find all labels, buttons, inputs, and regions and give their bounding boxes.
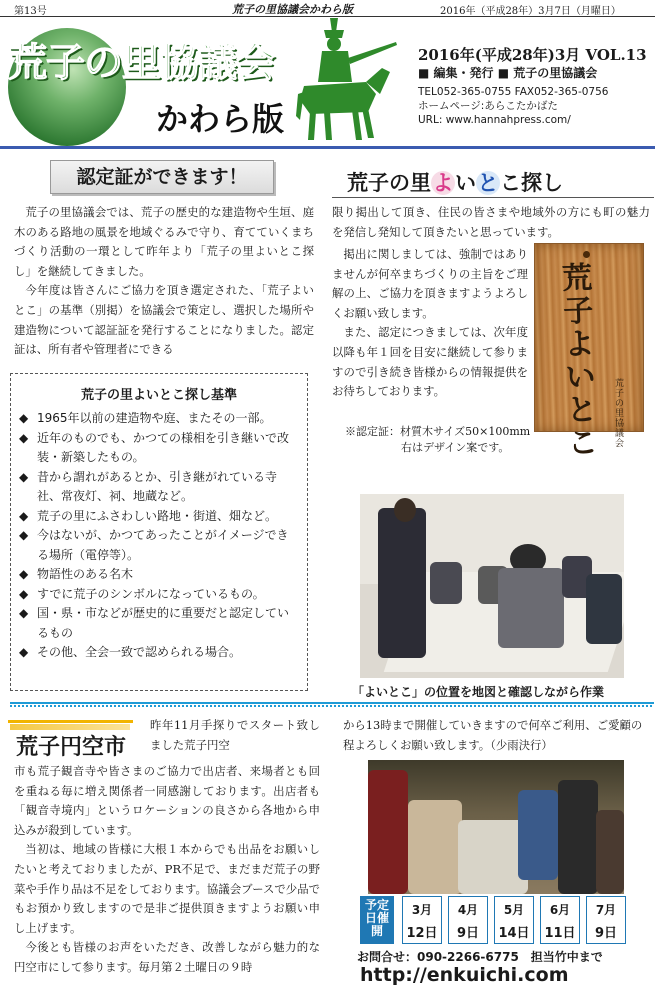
issue-number: 第13号 [14, 6, 47, 17]
plaque-text: 荒子よいとこ [561, 260, 599, 462]
article2-rule [332, 197, 654, 198]
title-highlight: と [477, 171, 499, 195]
plaque-image [534, 243, 644, 462]
criteria-item: ◆ 昔から謂れがあるとか、引き継がれている寺社、常夜灯、祠、地蔵など。 [19, 468, 299, 507]
schedule-day: 14日 [498, 926, 530, 941]
photo-person [518, 790, 558, 880]
article2-body [332, 245, 528, 402]
criteria-item: ◆ 今はないが、かつてあったことがイメージできる場所（電停等）。 [19, 526, 299, 565]
plaque-maker: 荒子の里協議会 [615, 379, 625, 449]
schedule-cell [540, 896, 580, 944]
schedule-month: 6月 [549, 903, 571, 917]
workshop-photo [360, 494, 624, 678]
schedule-table [356, 894, 638, 946]
divider-bar [10, 702, 654, 704]
criteria-item: ◆ その他、全会一致で認められる場合。 [19, 643, 299, 663]
title-part: 荒子の里 [347, 171, 431, 195]
article1-title: 認定証ができます！ [50, 160, 274, 194]
newsletter-name: 荒子の里協議会かわら版 [232, 3, 353, 16]
photo-person [558, 780, 598, 894]
criteria-item: ◆ 1965年以前の建造物や庭、またその一部。 [19, 409, 299, 429]
criteria-title: 荒子の里よいとこ探し基準 [80, 388, 237, 403]
article3-lead: 昨年11月手探りでスタート致しました荒子円空 [150, 718, 320, 752]
article3-title: 荒子円空市 [16, 735, 127, 760]
article3-paragraph: 市も荒子観音寺や皆さまのご協力で出店者、来場者とも回を重ねる毎に増え関係者一同感謝しております。出店者も「観音寺境内」というロケーションの良さから各地から申込みが殺到しています。 [14, 764, 320, 837]
plaque-hole [583, 251, 590, 258]
masthead-title: 荒子の里協議会 [8, 41, 275, 86]
criteria-list [11, 409, 307, 663]
title-part: こ探し [500, 171, 563, 195]
article3-continuation: から13時まで開催していきますので何卒ご利用、ご愛顧の程よろしくお願い致します。（少雨決行） [343, 718, 643, 752]
market-photo [368, 760, 624, 894]
photo-person [596, 810, 624, 894]
tel-fax: TEL052-365-0755 FAX052-365-0756 [418, 86, 609, 98]
article2-title [347, 167, 563, 197]
schedule-month: 7月 [595, 903, 617, 917]
schedule-cell [494, 896, 534, 944]
homepage-url[interactable]: URL: www.hannahpress.com/ [418, 114, 571, 126]
title-highlight: よ [432, 171, 454, 195]
photo-caption: 「よいとこ」の位置を地図と確認しながら作業 [352, 685, 605, 699]
schedule-cell [402, 896, 442, 944]
section-divider [10, 702, 654, 706]
schedule-day: 11日 [544, 926, 576, 941]
photo-person [378, 508, 426, 658]
photo-person [408, 800, 462, 894]
photo-person [430, 562, 462, 604]
photo-person [586, 574, 622, 644]
criteria-box [10, 373, 308, 691]
schedule-day: 9日 [456, 926, 480, 941]
top-bar [0, 0, 655, 17]
issue-date: 2016年（平成28年）3月7日（月曜日） [440, 6, 621, 17]
masthead-info [418, 48, 647, 127]
market-url-link[interactable]: http://enkuichi.com [360, 964, 569, 986]
title-part: い [455, 171, 476, 195]
article2-lead: 限り掲出して頂き、住民の皆さまや地域外の方にも町の魅力を発信し発知して頂きたいと思っています。 [332, 205, 650, 239]
schedule-cell [448, 896, 488, 944]
schedule-month: 5月 [503, 903, 525, 917]
schedule-day: 12日 [406, 926, 438, 941]
criteria-item: ◆ 国・県・市などが歴史的に重要だと認定しているもの [19, 604, 299, 643]
criteria-item: ◆ すでに荒子のシンボルになっているもの。 [19, 585, 299, 605]
schedule-month: 4月 [457, 903, 479, 917]
article2-paragraph: また、認定につきましては、次年度以降も年１回を目安に継続して参りますので引き続き皆様からの情報提供をお待ちしております。 [332, 325, 528, 399]
masthead-subtitle: かわら版 [156, 100, 285, 138]
volume-line: 2016年(平成28年)3月 VOL.13 [418, 46, 647, 64]
article1-paragraph: 今年度は皆さんにご協力を頂き選定された、「荒子よいとこ」の基準（別掲）を協議会で策定し、選択した場所や建造物について認証証を発行することになりました。認定証は、所有者や管理者にできる [14, 283, 314, 357]
schedule-day: 9日 [594, 926, 618, 941]
homepage-name: ホームページ:あらこたかばた [418, 100, 558, 112]
criteria-item: ◆ 物語性のある名木 [19, 565, 299, 585]
article3-body [14, 762, 320, 978]
article1-body [14, 203, 314, 360]
samurai-rider-icon [296, 16, 406, 144]
photo-person [368, 770, 408, 894]
schedule-label: 予定日催開 [360, 896, 394, 944]
schedule-cell [586, 896, 626, 944]
plaque-note [345, 424, 530, 456]
masthead-rule [0, 146, 655, 149]
schedule-month: 3月 [411, 903, 433, 917]
criteria-item: ◆ 近年のものでも、かつての様相を引き継いで改装・新築したもの。 [19, 429, 299, 468]
divider-dots [10, 705, 654, 707]
note-line: 右はデザイン案です。 [401, 441, 510, 454]
article3-paragraph: 当初は、地域の皆様に大根１本からでも出品をお願いしたいと考えておりましたが、PR不足で、まだまだ荒子の野菜や手作り品は不足をしております。協議会ブースで少品でもお預かり致しますので是非ご提供頂きますようお願い申し上げます。 [14, 842, 320, 935]
publisher-line: ■ 編集・発行 ■ 荒子の里協議会 [418, 66, 598, 80]
note-line: ※認定証：材質木サイズ50×100mm [345, 425, 531, 438]
article1-paragraph: 荒子の里協議会では、荒子の歴史的な建造物や生垣、庭木のある路地の風景を地域ぐるみで守り、育てていくまちづくり活動の一環として昨年より「荒子の里よいとこ探し」を継続してきました。 [14, 205, 314, 278]
photo-head [394, 498, 416, 522]
contact-line: お問合せ：090-2266-6775 担当竹中まで [357, 950, 603, 964]
article2-paragraph: 掲出に関しましては、強制ではありませんが何卒まちづくりの主旨をご理解の上、ご協力を頂きますようよろしくお願い致します。 [332, 247, 528, 320]
article3-paragraph: 今後とも皆様のお声をいただき、改善しながら魅力的な円空市にして参ります。毎月第２土曜日の９時 [14, 940, 320, 974]
photo-person [498, 568, 564, 648]
criteria-item: ◆ 荒子の里にふさわしい路地・街道、畑など。 [19, 507, 299, 527]
article3-title-box [8, 720, 133, 766]
